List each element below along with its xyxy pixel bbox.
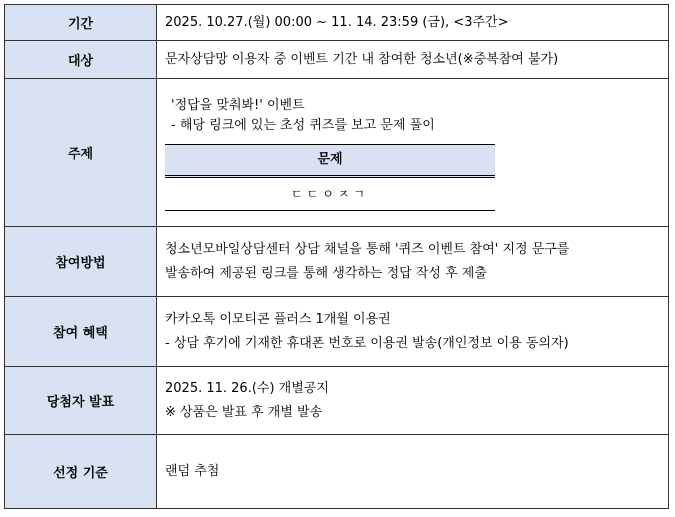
row-benefit: [5, 297, 669, 367]
theme-value: [157, 79, 669, 227]
benefit-label: 참여 혜택: [5, 297, 157, 367]
row-selection: [5, 435, 669, 509]
selection-label: 선정 기준: [5, 435, 157, 509]
target-text: 문자상담망 이용자 중 이벤트 기간 내 참여한 청소년(※중복참여 불가): [165, 51, 559, 67]
quiz-header: 문제: [165, 144, 495, 178]
row-method: [5, 227, 669, 297]
period-text: 2025. 10.27.(월) 00:00 ~ 11. 14. 23:59 (금), <3주간>: [165, 14, 509, 30]
quiz-table: [165, 144, 495, 211]
theme-line-1: '정답을 맞춰봐!' 이벤트: [171, 98, 305, 113]
row-target: [5, 41, 669, 79]
row-period: [5, 5, 669, 41]
quiz-answer: ㄷㄷㅇㅈㄱ: [165, 178, 495, 211]
method-line-1: 청소년모바일상담센터 상담 채널을 통해 '퀴즈 이벤트 참여' 지정 문구를: [165, 241, 570, 257]
period-value: [157, 5, 669, 41]
event-info-table: [4, 4, 669, 509]
theme-line-2: - 해당 링크에 있는 초성 퀴즈를 보고 문제 풀이: [171, 118, 435, 133]
benefit-line-2: - 상담 후기에 기재한 휴대폰 번호로 이용권 발송(개인정보 이용 동의자): [165, 335, 569, 351]
target-label: 대상: [5, 41, 157, 79]
benefit-line-1: 카카오톡 이모티콘 플러스 1개월 이용권: [165, 311, 391, 327]
announce-label: 당첨자 발표: [5, 367, 157, 435]
announce-line-1: 2025. 11. 26.(수) 개별공지: [165, 380, 329, 396]
selection-value: [157, 435, 669, 509]
method-line-2: 발송하여 제공된 링크를 통해 생각하는 정답 작성 후 제출: [165, 265, 487, 281]
announce-value: [157, 367, 669, 435]
row-theme: [5, 79, 669, 227]
announce-line-2: ※ 상품은 발표 후 개별 발송: [165, 404, 323, 420]
row-announce: [5, 367, 669, 435]
target-value: [157, 41, 669, 79]
period-label: 기간: [5, 5, 157, 41]
theme-label: 주제: [5, 79, 157, 227]
method-value: [157, 227, 669, 297]
method-label: 참여방법: [5, 227, 157, 297]
benefit-value: [157, 297, 669, 367]
selection-text: 랜덤 추첨: [165, 463, 220, 479]
